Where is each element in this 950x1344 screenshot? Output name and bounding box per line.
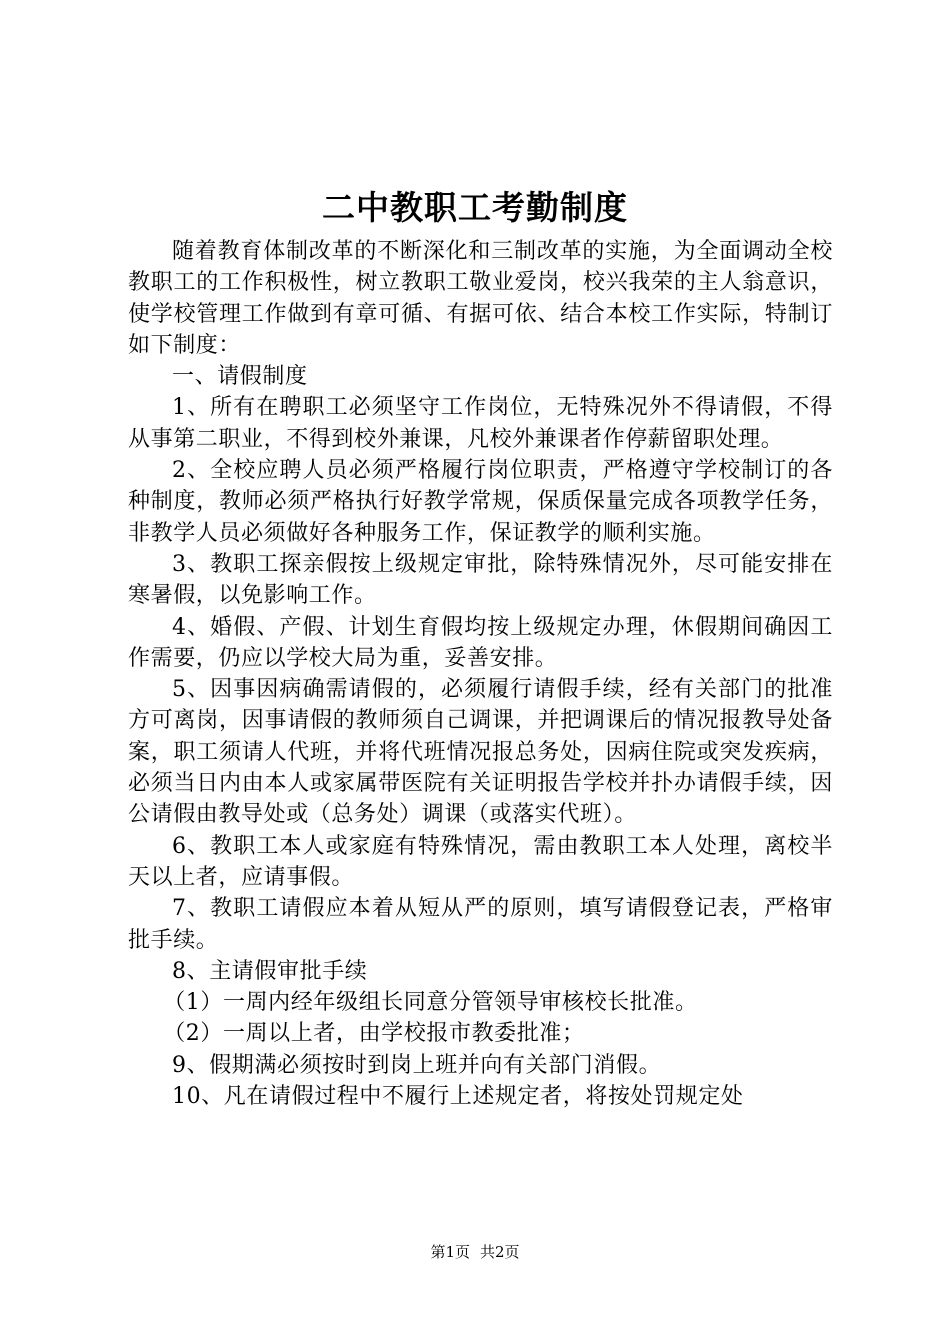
paragraph-item-6: 6、教职工本人或家庭有特殊情况，需由教职工本人处理，离校半天以上者，应请事假。 <box>128 833 833 890</box>
page-number: 第1页 <box>430 1243 470 1261</box>
paragraph-item-10: 10、凡在请假过程中不履行上述规定者，将按处罚规定处 <box>172 1084 744 1110</box>
paragraph-item-1: 1、所有在聘职工必须坚守工作岗位，无特殊况外不得请假，不得从事第二职业，不得到校外兼课，凡校外兼课者作停薪留职处理。 <box>128 395 833 452</box>
paragraph-item-5: 5、因事因病确需请假的，必须履行请假手续，经有关部门的批准方可离岗，因事请假的教师须自己调课，并把调课后的情况报教导处备案，职工须请人代班，并将代班情况报总务处，因病住院或突发疾病，必须当日内由本人或家属带医院有关证明报告学校并扑办请假手续，因公请假由教导处或（总务处）调课（或落实代班）。 <box>128 677 833 828</box>
paragraph-item-8: 8、主请假审批手续 <box>172 958 368 984</box>
page-total: 共2页 <box>480 1243 520 1261</box>
paragraph-item-8-sub-2: （2）一周以上者，由学校报市教委批准； <box>163 1021 585 1047</box>
document-title: 二中教职工考勤制度 <box>322 188 628 227</box>
paragraph-intro: 随着教育体制改革的不断深化和三制改革的实施，为全面调动全校教职工的工作积极性，树立教职工敬业爱岗，校兴我荣的主人翁意识，使学校管理工作做到有章可循、有据可依、结合本校工作实际，特制订如下制度： <box>128 239 833 358</box>
paragraph-item-2: 2、全校应聘人员必须严格履行岗位职责，严格遵守学校制订的各种制度，教师必须严格执行好教学常规，保质保量完成各项教学任务，非教学人员必须做好各种服务工作，保证教学的顺利实施。 <box>128 458 833 546</box>
paragraph-item-4: 4、婚假、产假、计划生育假均按上级规定办理，休假期间确因工作需要，仍应以学校大局为重，妥善安排。 <box>128 614 833 671</box>
page-footer <box>0 1242 950 1262</box>
paragraph-item-3: 3、教职工探亲假按上级规定审批，除特殊情况外，尽可能安排在寒暑假，以免影响工作。 <box>128 551 833 609</box>
section-heading-leave: 一、请假制度 <box>172 364 308 390</box>
paragraph-item-8-sub-1: （1）一周内经年级组长同意分管领导审核校长批准。 <box>163 990 698 1016</box>
paragraph-item-9: 9、假期满必须按时到岗上班并向有关部门消假。 <box>172 1052 662 1078</box>
document-body <box>128 236 833 1112</box>
paragraph-item-7: 7、教职工请假应本着从短从严的原则，填写请假登记表，严格审批手续。 <box>128 896 833 953</box>
